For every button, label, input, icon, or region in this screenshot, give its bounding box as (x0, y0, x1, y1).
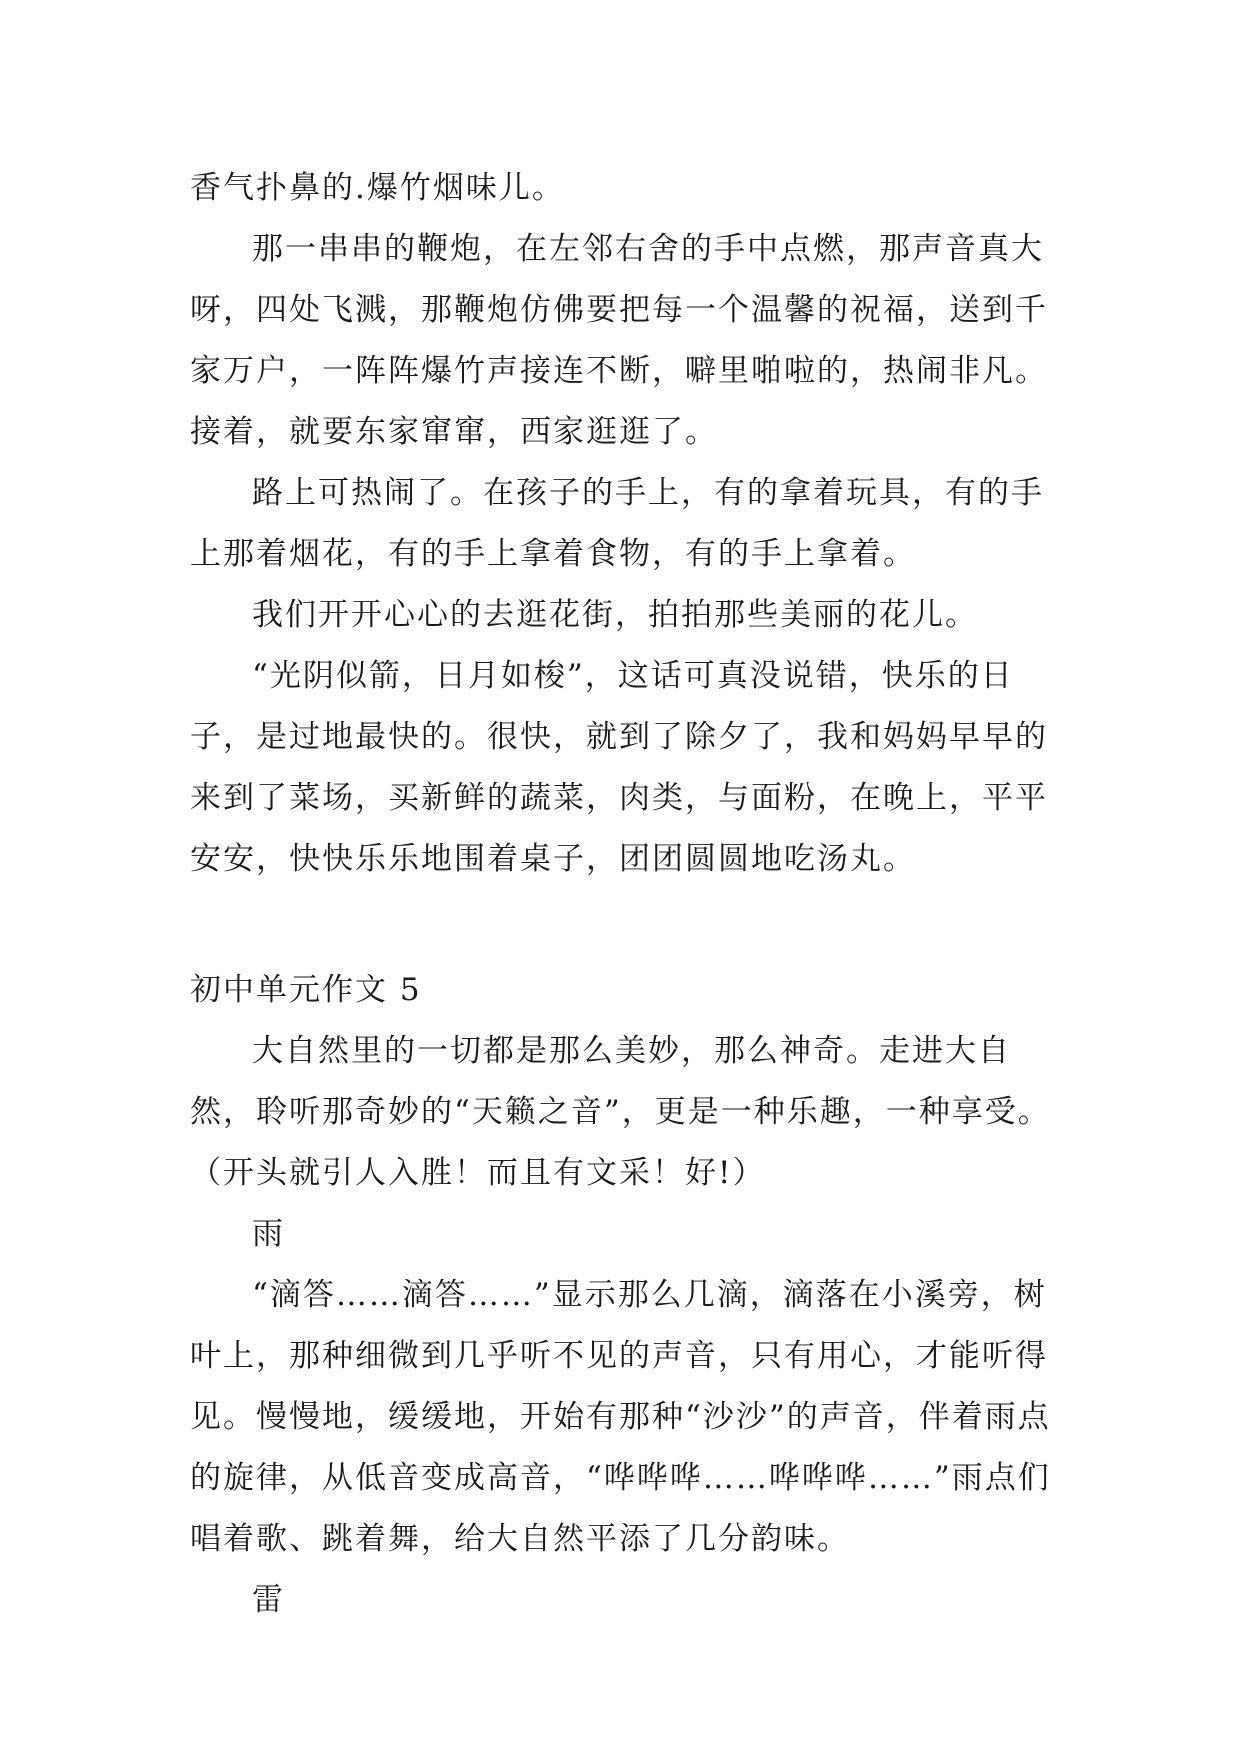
paragraph: 大自然里的一切都是那么美妙，那么神奇。走进大自然，聆听那奇妙的“天籁之音”，更是一种乐趣，一种享受。（开头就引人入胜！而且有文采！好!） (190, 1033, 1051, 1191)
subheading: 雷 (252, 1582, 285, 1618)
paragraph: “光阴似箭，日月如梭”，这话可真没说错，快乐的日子，是过地最快的。很快，就到了除夕了，我和妈妈早早的来到了菜场，买新鲜的蔬菜，肉类，与面粉，在晚上，平平安安，快快乐乐地围着桌子，团团圆圆地吃汤丸。 (190, 658, 1048, 877)
paragraph: 我们开开心心的去逛花街，拍拍那些美丽的花儿。 (252, 597, 978, 633)
subheading: 雨 (252, 1216, 285, 1252)
document-body (190, 158, 1070, 1631)
paragraph: 香气扑鼻的.爆竹烟味儿。 (190, 170, 565, 206)
section-title: 初中单元作文 5 (190, 972, 422, 1008)
paragraph: 路上可热闹了。在孩子的手上，有的拿着玩具，有的手上那着烟花，有的手上拿着食物，有的手上拿着。 (190, 475, 1044, 572)
paragraph: 那一串串的鞭炮，在左邻右舍的手中点燃，那声音真大呀，四处飞溅，那鞭炮仿佛要把每一个温馨的祝福，送到千家万户，一阵阵爆竹声接连不断，噼里啪啦的，热闹非凡。接着，就要东家窜窜，西家逛逛了。 (190, 231, 1048, 450)
paragraph: “滴答……滴答……”显示那么几滴，滴落在小溪旁，树叶上，那种细微到几乎听不见的声音，只有用心，才能听得见。慢慢地，缓缓地，开始有那种“沙沙”的声音，伴着雨点的旋律，从低音变成高音，“哗哗哗……哗哗哗……”雨点们唱着歌、跳着舞，给大自然平添了几分韵味。 (190, 1277, 1051, 1557)
